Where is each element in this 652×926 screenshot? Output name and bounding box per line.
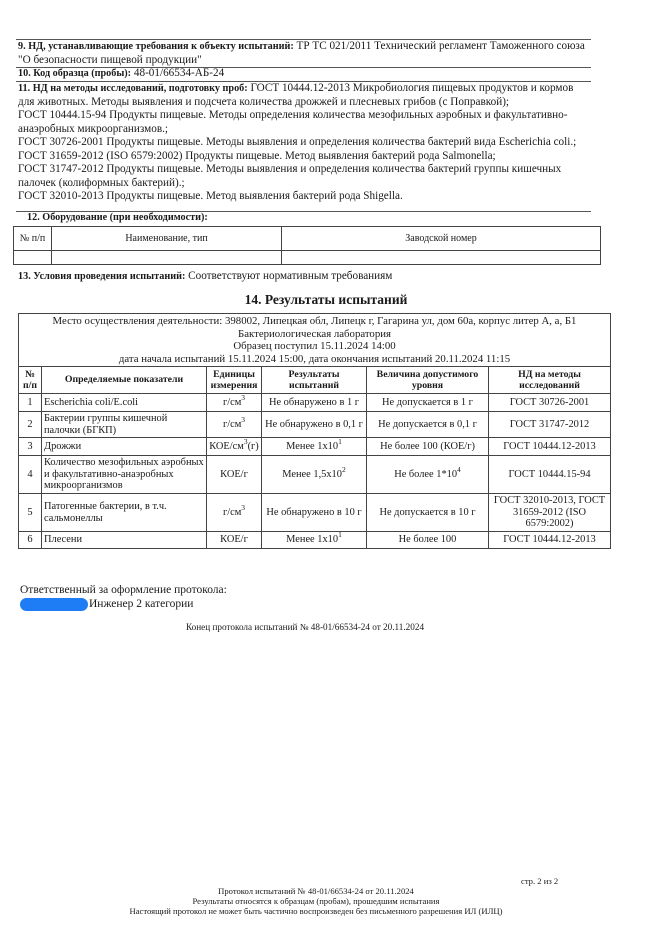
row-num: 4	[19, 456, 42, 494]
section-10	[18, 67, 598, 81]
method-line-1: ГОСТ 10444.12-2013 Микробиология пищевых продуктов и кормов для животных. Методы выявления и подсчета количества дрожжей и плесневых грибов (с Поправкой);	[18, 82, 574, 108]
limit-text: Не допускается в 0,1 г	[378, 418, 477, 430]
limit-text: Не более 100	[398, 534, 457, 546]
result	[262, 532, 367, 549]
limit	[367, 394, 489, 412]
method-line-2: ГОСТ 10444.15-94 Продукты пищевые. Методы определения количества мезофильных аэробных и факультативно-анаэробных микроорганизмов.;	[18, 109, 568, 135]
footer-line-1: Протокол испытаний № 48-01/66534-24 от 20.11.2024	[218, 886, 414, 896]
unit	[207, 438, 262, 456]
limit	[367, 438, 489, 456]
section-10-label: 10. Код образца (пробы):	[18, 68, 132, 79]
responsible-position: Инженер 2 категории	[89, 598, 194, 610]
limit-text: Не более 100 (КОЕ/г)	[380, 440, 475, 452]
indicator: Дрожжи	[42, 438, 207, 456]
responsible-label: Ответственный за оформление протокола:	[20, 584, 227, 596]
table-row	[19, 532, 611, 549]
limit-sup: 4	[457, 464, 461, 474]
equipment-col-num: № п/п	[14, 227, 52, 251]
col-indicator: Определяемые показатели	[42, 367, 207, 394]
lab-info	[19, 314, 611, 367]
limit	[367, 412, 489, 438]
result-sup: 1	[338, 436, 342, 446]
row-num: 6	[19, 532, 42, 549]
col-method: НД на методы исследований	[489, 367, 611, 394]
indicator: Патогенные бактерии, в т.ч. сальмонеллы	[42, 494, 207, 532]
table-row	[14, 251, 601, 265]
footer-line-2: Результаты относятся к образцам (пробам), прошедшим испытания	[192, 896, 440, 906]
method-line-6: ГОСТ 32010-2013 Продукты пищевые. Метод выявления бактерий рода Shigella.	[18, 190, 403, 202]
method: ГОСТ 10444.12-2013	[489, 438, 611, 456]
unit	[207, 456, 262, 494]
page-number: стр. 2 из 2	[521, 876, 559, 886]
result	[262, 412, 367, 438]
result-text: Менее 1х10	[286, 440, 339, 452]
method: ГОСТ 10444.12-2013	[489, 532, 611, 549]
results-table	[18, 313, 611, 549]
limit	[367, 532, 489, 549]
method: ГОСТ 30726-2001	[489, 394, 611, 412]
unit	[207, 394, 262, 412]
equipment-cell	[52, 251, 282, 265]
lab-name: Бактериологическая лаборатория	[238, 327, 391, 340]
unit-text: КОЕ/см	[209, 440, 244, 452]
unit-sup: 3	[243, 436, 248, 446]
row-num: 2	[19, 412, 42, 438]
section-13	[18, 270, 392, 282]
result-text: Не обнаружено в 0,1 г	[265, 418, 363, 430]
unit-text: КОЕ/г	[220, 468, 248, 480]
indicator: Плесени	[42, 532, 207, 549]
result	[262, 438, 367, 456]
limit	[367, 494, 489, 532]
unit	[207, 532, 262, 549]
equipment-col-serial: Заводской номер	[282, 227, 601, 251]
footer-line-3: Настоящий протокол не может быть частично воспроизведен без письменного разрешения ИЛ (ИЛЦ)	[129, 906, 503, 916]
result-sup: 1	[338, 530, 342, 540]
col-result: Результаты испытаний	[262, 367, 367, 394]
result-sup: 2	[341, 464, 346, 474]
indicator: Количество мезофильных аэробных и факультативно-анаэробных микроорганизмов	[42, 456, 207, 494]
result-text: Менее 1,5х10	[282, 468, 342, 480]
row-num: 3	[19, 438, 42, 456]
section-12-label: 12. Оборудование (при необходимости):	[27, 212, 208, 223]
method: ГОСТ 32010-2013, ГОСТ 31659-2012 (ISO 6579:2002)	[489, 494, 611, 532]
sample-code: 48-01/66534-АБ-24	[133, 67, 225, 79]
test-dates: дата начала испытаний 15.11.2024 15:00, дата окончания испытаний 20.11.2024 11:15	[118, 352, 511, 365]
method-line-3: ГОСТ 30726-2001 Продукты пищевые. Методы выявления и определения количества бактерий вида Escherichia coli.;	[18, 136, 577, 148]
indicator: Escherichia coli/E.coli	[42, 394, 207, 412]
result	[262, 494, 367, 532]
row-num: 1	[19, 394, 42, 412]
limit-text: Не более 1*10	[394, 468, 458, 480]
col-limit: Величина допустимого уровня	[367, 367, 489, 394]
result	[262, 394, 367, 412]
equipment-cell	[14, 251, 52, 265]
unit-sup: 3	[241, 502, 246, 512]
unit-sup: 3	[241, 414, 246, 424]
limit-text: Не допускается в 1 г	[382, 396, 473, 408]
unit	[207, 412, 262, 438]
method: ГОСТ 31747-2012	[489, 412, 611, 438]
limit	[367, 456, 489, 494]
col-unit: Единицы измерения	[207, 367, 262, 394]
equipment-table	[13, 226, 601, 265]
unit-tail: (г)	[247, 440, 259, 452]
section-9-value: ТР ТС 021/2011 Технический регламент Таможенного союза "О безопасности пищевой продукции"	[18, 40, 585, 66]
unit-sup: 3	[241, 392, 246, 402]
unit-text: г/см	[222, 506, 242, 518]
end-of-protocol: Конец протокола испытаний № 48-01/66534-24 от 20.11.2024	[186, 622, 425, 632]
section-9	[18, 40, 598, 67]
result-text: Менее 1х10	[286, 534, 339, 546]
section-13-label: 13. Условия проведения испытаний:	[18, 271, 186, 282]
equipment-col-name: Наименование, тип	[52, 227, 282, 251]
unit	[207, 494, 262, 532]
section-9-label: 9. НД, устанавливающие требования к объекту испытаний:	[18, 41, 294, 52]
row-num: 5	[19, 494, 42, 532]
section-11	[18, 82, 588, 204]
result-text: Не обнаружено в 1 г	[268, 396, 360, 408]
table-row	[19, 394, 611, 412]
method-line-4: ГОСТ 31659-2012 (ISO 6579:2002) Продукты пищевые. Метод выявления бактерий рода Salmonella;	[18, 149, 496, 162]
indicator: Бактерии группы кишечной палочки (БГКП)	[42, 412, 207, 438]
limit-text: Не допускается в 10 г	[379, 506, 476, 518]
results-title: 14. Результаты испытаний	[244, 292, 408, 307]
section-11-label: 11. НД на методы исследований, подготовку проб:	[18, 83, 248, 94]
table-row	[19, 456, 611, 494]
result-text: Не обнаружено в 10 г	[266, 506, 362, 518]
redacted-name	[20, 598, 88, 611]
table-row	[19, 412, 611, 438]
method-line-5: ГОСТ 31747-2012 Продукты пищевые. Методы выявления и определения количества бактерий группы кишечных палочек (колиформных бактерий).;	[18, 163, 562, 189]
table-row	[19, 494, 611, 532]
sample-received: Образец поступил 15.11.2024 14:00	[233, 340, 396, 352]
unit-text: г/см	[222, 396, 242, 408]
result	[262, 456, 367, 494]
equipment-cell	[282, 251, 601, 265]
table-row	[19, 438, 611, 456]
method: ГОСТ 10444.15-94	[489, 456, 611, 494]
unit-text: КОЕ/г	[220, 534, 248, 546]
activity-location: Место осуществления деятельности: 398002, Липецкая обл, Липецк г, Гагарина ул, дом 60а, корпус литер А, а, Б1	[52, 315, 577, 327]
col-num: № п/п	[19, 367, 42, 394]
section-13-value: Соответствуют нормативным требованиям	[188, 270, 393, 282]
unit-text: г/см	[222, 418, 242, 430]
